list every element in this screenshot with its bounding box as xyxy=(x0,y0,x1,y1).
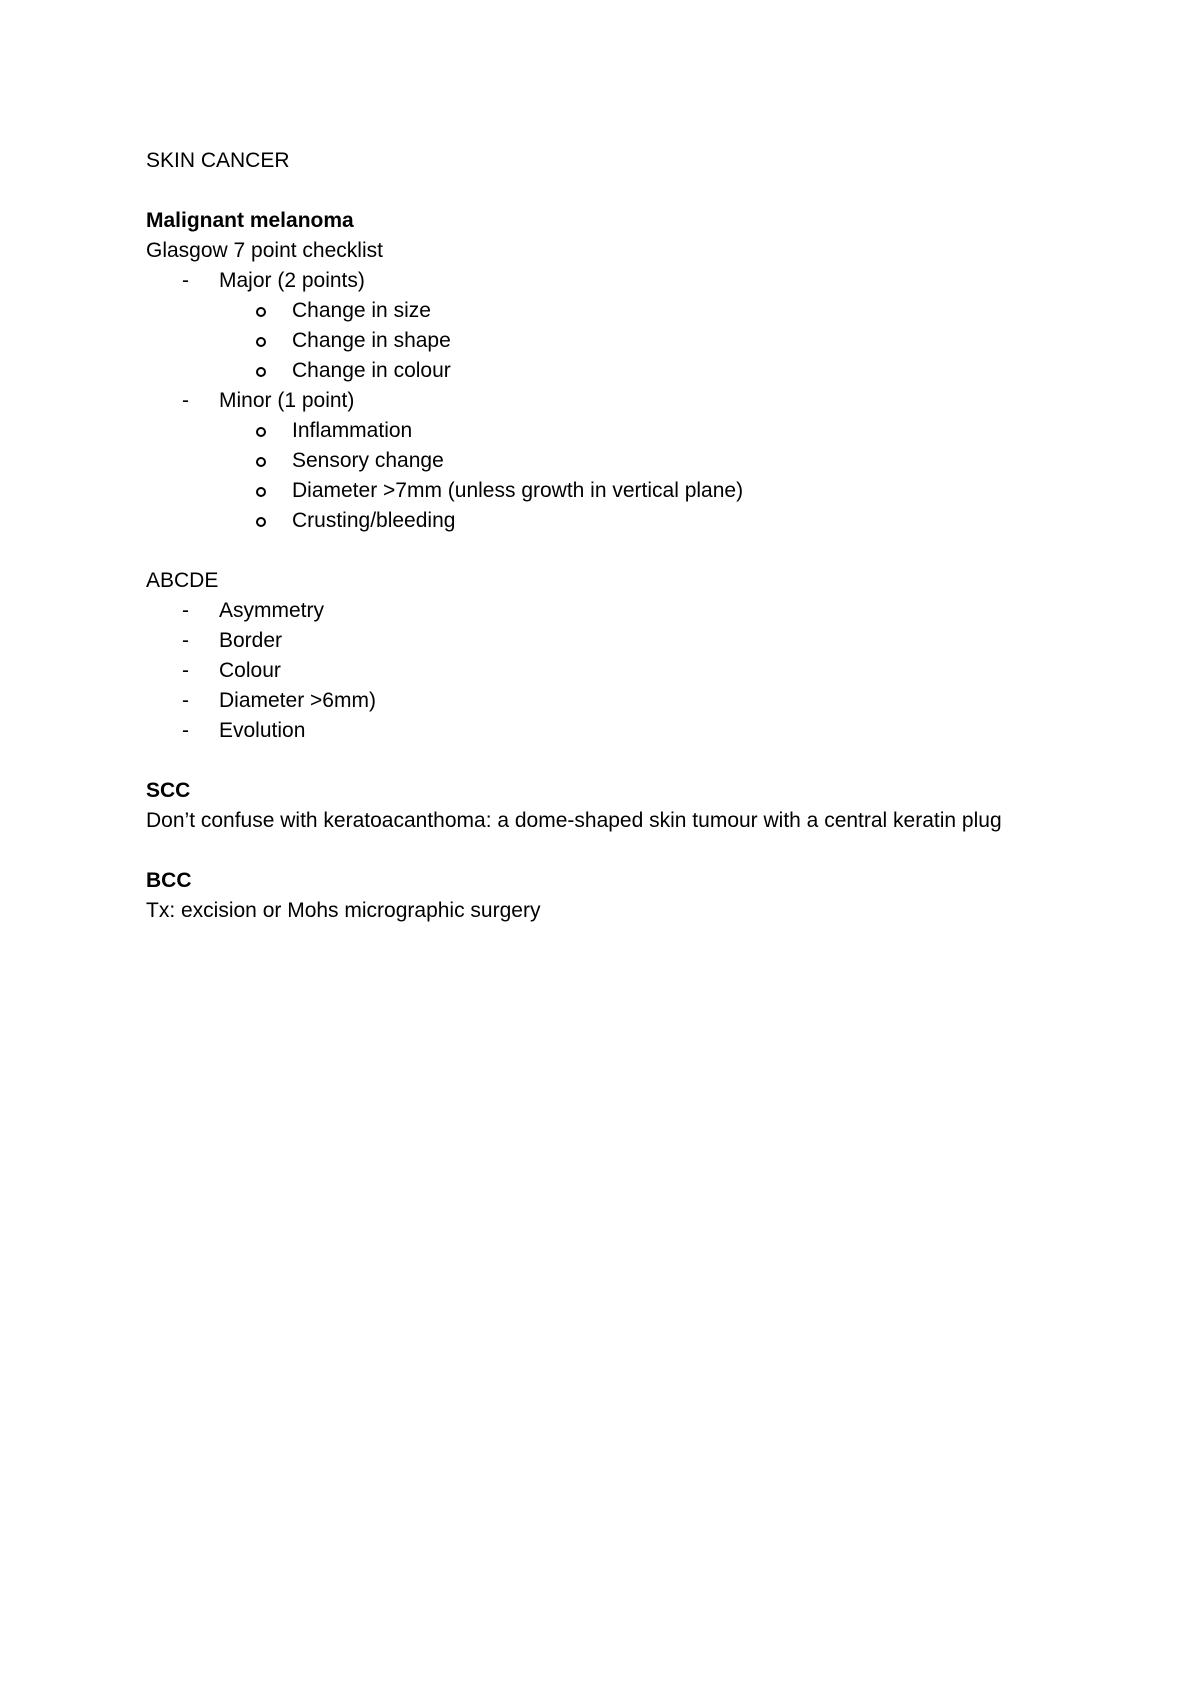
list-item-text: Sensory change xyxy=(292,449,444,472)
list-item xyxy=(146,476,1046,506)
list-item-text: Change in colour xyxy=(292,359,451,382)
list-item-text: Crusting/bleeding xyxy=(292,509,456,532)
document-title: SKIN CANCER xyxy=(146,149,290,172)
major-label: Major (2 points) xyxy=(219,269,365,292)
bcc-text: Tx: excision or Mohs micrographic surgery xyxy=(146,899,541,922)
list-item xyxy=(146,506,1046,536)
list-item xyxy=(146,656,1046,686)
melanoma-heading: Malignant melanoma xyxy=(146,209,354,232)
list-item xyxy=(146,716,1046,746)
circle-bullet-icon xyxy=(256,487,266,497)
list-item-text: Change in shape xyxy=(292,329,451,352)
abcde-title: ABCDE xyxy=(146,569,219,592)
minor-criteria xyxy=(146,386,1046,416)
dash-bullet: - xyxy=(182,269,189,292)
list-item xyxy=(146,686,1046,716)
list-item xyxy=(146,596,1046,626)
list-item-text: Diameter >6mm) xyxy=(219,689,376,712)
dash-bullet: - xyxy=(182,629,189,652)
list-item-text: Evolution xyxy=(219,719,306,742)
scc-text: Don’t confuse with keratoacanthoma: a dome-shaped skin tumour with a central keratin plug xyxy=(146,809,1002,832)
spacer xyxy=(146,836,1046,866)
circle-bullet-icon xyxy=(256,427,266,437)
list-item xyxy=(146,326,1046,356)
spacer xyxy=(146,746,1046,776)
dash-bullet: - xyxy=(182,389,189,412)
list-item xyxy=(146,416,1046,446)
circle-bullet-icon xyxy=(256,367,266,377)
minor-label: Minor (1 point) xyxy=(219,389,355,412)
spacer xyxy=(146,536,1046,566)
list-item-text: Change in size xyxy=(292,299,431,322)
list-item-text: Border xyxy=(219,629,283,652)
circle-bullet-icon xyxy=(256,307,266,317)
circle-bullet-icon xyxy=(256,517,266,527)
circle-bullet-icon xyxy=(256,457,266,467)
dash-bullet: - xyxy=(182,719,189,742)
dash-bullet: - xyxy=(182,659,189,682)
dash-bullet: - xyxy=(182,689,189,712)
checklist-title: Glasgow 7 point checklist xyxy=(146,239,383,262)
list-item xyxy=(146,296,1046,326)
list-item xyxy=(146,356,1046,386)
document-page xyxy=(146,146,1046,926)
list-item-text: Diameter >7mm (unless growth in vertical plane) xyxy=(292,479,744,502)
list-item xyxy=(146,446,1046,476)
spacer xyxy=(146,176,1046,206)
dash-bullet: - xyxy=(182,599,189,622)
scc-heading: SCC xyxy=(146,779,191,802)
list-item-text: Colour xyxy=(219,659,281,682)
circle-bullet-icon xyxy=(256,337,266,347)
list-item xyxy=(146,626,1046,656)
list-item-text: Asymmetry xyxy=(219,599,324,622)
list-item-text: Inflammation xyxy=(292,419,413,442)
major-criteria xyxy=(146,266,1046,296)
bcc-heading: BCC xyxy=(146,869,192,892)
